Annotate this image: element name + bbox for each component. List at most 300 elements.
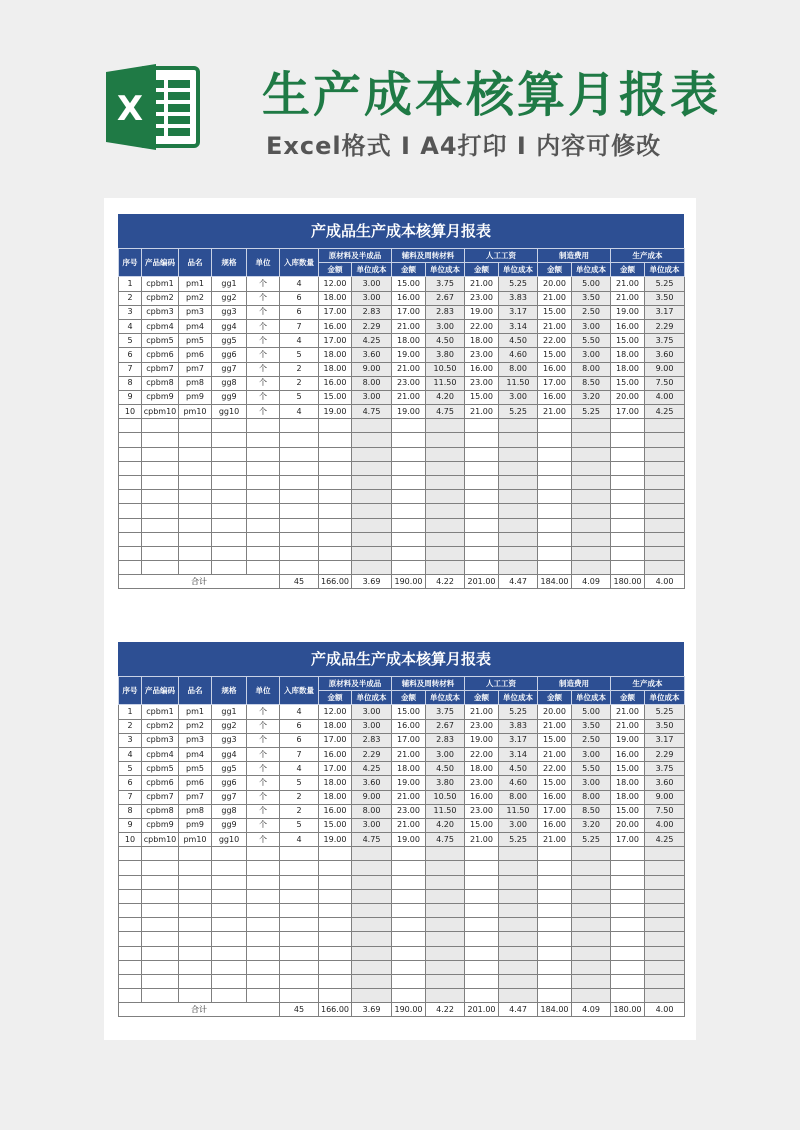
table-cell[interactable]: 23.00 bbox=[465, 804, 499, 818]
table-cell[interactable]: 4 bbox=[280, 334, 319, 348]
table-cell[interactable]: pm4 bbox=[179, 747, 212, 761]
empty-cell[interactable] bbox=[645, 419, 685, 433]
table-cell[interactable]: 4.25 bbox=[645, 405, 685, 419]
empty-cell[interactable] bbox=[392, 932, 426, 946]
table-cell[interactable]: 5 bbox=[280, 390, 319, 404]
empty-cell[interactable] bbox=[645, 904, 685, 918]
empty-cell[interactable] bbox=[212, 518, 247, 532]
empty-cell[interactable] bbox=[572, 561, 611, 575]
empty-cell[interactable] bbox=[142, 490, 179, 504]
empty-cell[interactable] bbox=[247, 433, 280, 447]
empty-cell[interactable] bbox=[280, 490, 319, 504]
table-cell[interactable]: 6 bbox=[280, 291, 319, 305]
empty-cell[interactable] bbox=[352, 476, 392, 490]
empty-cell[interactable] bbox=[119, 974, 142, 988]
table-cell[interactable]: cpbm2 bbox=[142, 291, 179, 305]
empty-cell[interactable] bbox=[392, 490, 426, 504]
table-cell[interactable]: cpbm3 bbox=[142, 733, 179, 747]
table-cell[interactable]: 2.67 bbox=[426, 291, 465, 305]
empty-cell[interactable] bbox=[119, 419, 142, 433]
empty-cell[interactable] bbox=[212, 847, 247, 861]
empty-cell[interactable] bbox=[280, 875, 319, 889]
table-cell[interactable]: 3.75 bbox=[426, 277, 465, 291]
table-cell[interactable]: gg9 bbox=[212, 818, 247, 832]
table-cell[interactable]: 个 bbox=[247, 762, 280, 776]
empty-cell[interactable] bbox=[319, 490, 352, 504]
table-cell[interactable]: 个 bbox=[247, 348, 280, 362]
empty-cell[interactable] bbox=[119, 504, 142, 518]
table-cell[interactable]: 9 bbox=[119, 818, 142, 832]
table-cell[interactable]: 23.00 bbox=[392, 376, 426, 390]
empty-cell[interactable] bbox=[212, 447, 247, 461]
empty-cell[interactable] bbox=[645, 875, 685, 889]
table-cell[interactable]: 7 bbox=[280, 747, 319, 761]
empty-cell[interactable] bbox=[645, 476, 685, 490]
empty-cell[interactable] bbox=[392, 561, 426, 575]
empty-cell[interactable] bbox=[280, 960, 319, 974]
empty-cell[interactable] bbox=[538, 960, 572, 974]
empty-cell[interactable] bbox=[465, 946, 499, 960]
empty-cell[interactable] bbox=[179, 546, 212, 560]
empty-cell[interactable] bbox=[426, 904, 465, 918]
table-cell[interactable]: 16.00 bbox=[538, 362, 572, 376]
empty-cell[interactable] bbox=[611, 419, 645, 433]
table-cell[interactable]: 4 bbox=[280, 405, 319, 419]
table-cell[interactable]: 3.75 bbox=[426, 705, 465, 719]
empty-cell[interactable] bbox=[247, 875, 280, 889]
table-cell[interactable]: 15.00 bbox=[538, 348, 572, 362]
empty-cell[interactable] bbox=[465, 561, 499, 575]
table-cell[interactable]: 3.83 bbox=[499, 291, 538, 305]
empty-cell[interactable] bbox=[572, 433, 611, 447]
empty-cell[interactable] bbox=[611, 904, 645, 918]
table-cell[interactable]: 3.00 bbox=[572, 319, 611, 333]
table-cell[interactable]: cpbm8 bbox=[142, 376, 179, 390]
empty-cell[interactable] bbox=[280, 461, 319, 475]
empty-cell[interactable] bbox=[212, 561, 247, 575]
table-cell[interactable]: 4 bbox=[280, 833, 319, 847]
empty-cell[interactable] bbox=[538, 561, 572, 575]
table-cell[interactable]: pm3 bbox=[179, 733, 212, 747]
empty-cell[interactable] bbox=[611, 918, 645, 932]
empty-cell[interactable] bbox=[352, 561, 392, 575]
table-cell[interactable]: 23.00 bbox=[392, 804, 426, 818]
empty-cell[interactable] bbox=[212, 532, 247, 546]
table-cell[interactable]: 23.00 bbox=[465, 376, 499, 390]
empty-cell[interactable] bbox=[280, 447, 319, 461]
empty-cell[interactable] bbox=[499, 532, 538, 546]
table-cell[interactable]: cpbm10 bbox=[142, 405, 179, 419]
empty-cell[interactable] bbox=[538, 946, 572, 960]
empty-cell[interactable] bbox=[465, 918, 499, 932]
empty-cell[interactable] bbox=[319, 447, 352, 461]
table-cell[interactable]: 5.25 bbox=[572, 833, 611, 847]
table-cell[interactable]: 3.00 bbox=[499, 390, 538, 404]
empty-cell[interactable] bbox=[212, 861, 247, 875]
empty-cell[interactable] bbox=[645, 504, 685, 518]
table-cell[interactable]: 9.00 bbox=[352, 362, 392, 376]
table-cell[interactable]: 个 bbox=[247, 376, 280, 390]
table-cell[interactable]: cpbm7 bbox=[142, 362, 179, 376]
empty-cell[interactable] bbox=[611, 447, 645, 461]
empty-cell[interactable] bbox=[352, 861, 392, 875]
table-cell[interactable]: 个 bbox=[247, 362, 280, 376]
empty-cell[interactable] bbox=[392, 433, 426, 447]
table-cell[interactable]: 21.00 bbox=[611, 719, 645, 733]
table-cell[interactable]: pm7 bbox=[179, 790, 212, 804]
empty-cell[interactable] bbox=[611, 532, 645, 546]
table-cell[interactable]: 18.00 bbox=[611, 348, 645, 362]
table-cell[interactable]: 3 bbox=[119, 305, 142, 319]
table-cell[interactable]: pm2 bbox=[179, 291, 212, 305]
table-cell[interactable]: 3.50 bbox=[645, 719, 685, 733]
empty-cell[interactable] bbox=[179, 433, 212, 447]
empty-cell[interactable] bbox=[426, 875, 465, 889]
empty-cell[interactable] bbox=[119, 461, 142, 475]
table-cell[interactable]: 8.00 bbox=[572, 790, 611, 804]
table-cell[interactable]: 16.00 bbox=[538, 790, 572, 804]
table-cell[interactable]: 21.00 bbox=[465, 277, 499, 291]
empty-cell[interactable] bbox=[392, 461, 426, 475]
empty-cell[interactable] bbox=[319, 889, 352, 903]
empty-cell[interactable] bbox=[426, 960, 465, 974]
table-cell[interactable]: pm10 bbox=[179, 405, 212, 419]
table-cell[interactable]: gg10 bbox=[212, 833, 247, 847]
table-cell[interactable]: 17.00 bbox=[319, 305, 352, 319]
empty-cell[interactable] bbox=[119, 518, 142, 532]
table-cell[interactable]: 21.00 bbox=[392, 319, 426, 333]
empty-cell[interactable] bbox=[611, 960, 645, 974]
empty-cell[interactable] bbox=[426, 433, 465, 447]
table-cell[interactable]: 9.00 bbox=[352, 790, 392, 804]
table-cell[interactable]: 16.00 bbox=[392, 719, 426, 733]
empty-cell[interactable] bbox=[212, 889, 247, 903]
table-cell[interactable]: 15.00 bbox=[319, 818, 352, 832]
empty-cell[interactable] bbox=[247, 419, 280, 433]
table-cell[interactable]: pm5 bbox=[179, 334, 212, 348]
empty-cell[interactable] bbox=[142, 861, 179, 875]
empty-cell[interactable] bbox=[499, 904, 538, 918]
empty-cell[interactable] bbox=[142, 974, 179, 988]
table-cell[interactable]: 17.00 bbox=[392, 733, 426, 747]
empty-cell[interactable] bbox=[465, 875, 499, 889]
table-cell[interactable]: cpbm6 bbox=[142, 348, 179, 362]
empty-cell[interactable] bbox=[119, 476, 142, 490]
empty-cell[interactable] bbox=[319, 433, 352, 447]
table-cell[interactable]: 19.00 bbox=[392, 776, 426, 790]
empty-cell[interactable] bbox=[119, 861, 142, 875]
empty-cell[interactable] bbox=[465, 932, 499, 946]
table-cell[interactable]: 3.75 bbox=[645, 762, 685, 776]
table-cell[interactable]: gg1 bbox=[212, 277, 247, 291]
empty-cell[interactable] bbox=[280, 989, 319, 1003]
table-cell[interactable]: 8.00 bbox=[499, 790, 538, 804]
table-cell[interactable]: cpbm10 bbox=[142, 833, 179, 847]
table-cell[interactable]: 4.00 bbox=[645, 818, 685, 832]
table-cell[interactable]: 21.00 bbox=[392, 818, 426, 832]
table-cell[interactable]: 9 bbox=[119, 390, 142, 404]
empty-cell[interactable] bbox=[426, 918, 465, 932]
table-cell[interactable]: 21.00 bbox=[465, 833, 499, 847]
empty-cell[interactable] bbox=[142, 532, 179, 546]
table-cell[interactable]: 18.00 bbox=[319, 291, 352, 305]
table-cell[interactable]: 2.29 bbox=[645, 319, 685, 333]
empty-cell[interactable] bbox=[538, 546, 572, 560]
empty-cell[interactable] bbox=[247, 461, 280, 475]
empty-cell[interactable] bbox=[142, 433, 179, 447]
table-cell[interactable]: gg9 bbox=[212, 390, 247, 404]
table-cell[interactable]: 20.00 bbox=[611, 390, 645, 404]
table-cell[interactable]: 20.00 bbox=[538, 277, 572, 291]
table-cell[interactable]: 12.00 bbox=[319, 277, 352, 291]
table-cell[interactable]: 个 bbox=[247, 334, 280, 348]
empty-cell[interactable] bbox=[538, 461, 572, 475]
empty-cell[interactable] bbox=[611, 875, 645, 889]
empty-cell[interactable] bbox=[319, 932, 352, 946]
table-cell[interactable]: 21.00 bbox=[465, 705, 499, 719]
table-cell[interactable]: 7 bbox=[280, 319, 319, 333]
table-cell[interactable]: 6 bbox=[280, 305, 319, 319]
empty-cell[interactable] bbox=[465, 960, 499, 974]
empty-cell[interactable] bbox=[212, 960, 247, 974]
table-cell[interactable]: 4.50 bbox=[499, 334, 538, 348]
table-cell[interactable]: 8 bbox=[119, 804, 142, 818]
table-cell[interactable]: 2 bbox=[280, 790, 319, 804]
table-cell[interactable]: 7 bbox=[119, 790, 142, 804]
empty-cell[interactable] bbox=[142, 904, 179, 918]
table-cell[interactable]: 17.00 bbox=[319, 733, 352, 747]
empty-cell[interactable] bbox=[572, 861, 611, 875]
empty-cell[interactable] bbox=[179, 561, 212, 575]
table-cell[interactable]: 10.50 bbox=[426, 362, 465, 376]
table-cell[interactable]: 15.00 bbox=[538, 305, 572, 319]
table-cell[interactable]: pm1 bbox=[179, 277, 212, 291]
empty-cell[interactable] bbox=[572, 847, 611, 861]
table-cell[interactable]: gg8 bbox=[212, 376, 247, 390]
empty-cell[interactable] bbox=[142, 561, 179, 575]
table-cell[interactable]: 个 bbox=[247, 719, 280, 733]
table-cell[interactable]: 20.00 bbox=[538, 705, 572, 719]
table-cell[interactable]: pm5 bbox=[179, 762, 212, 776]
empty-cell[interactable] bbox=[119, 889, 142, 903]
table-cell[interactable]: cpbm9 bbox=[142, 390, 179, 404]
table-cell[interactable]: 个 bbox=[247, 319, 280, 333]
empty-cell[interactable] bbox=[142, 918, 179, 932]
empty-cell[interactable] bbox=[142, 461, 179, 475]
table-cell[interactable]: 2.67 bbox=[426, 719, 465, 733]
empty-cell[interactable] bbox=[280, 904, 319, 918]
empty-cell[interactable] bbox=[499, 861, 538, 875]
empty-cell[interactable] bbox=[645, 960, 685, 974]
empty-cell[interactable] bbox=[572, 904, 611, 918]
table-cell[interactable]: pm7 bbox=[179, 362, 212, 376]
empty-cell[interactable] bbox=[179, 419, 212, 433]
table-cell[interactable]: 3.00 bbox=[572, 747, 611, 761]
table-cell[interactable]: 21.00 bbox=[538, 405, 572, 419]
empty-cell[interactable] bbox=[280, 561, 319, 575]
empty-cell[interactable] bbox=[499, 918, 538, 932]
empty-cell[interactable] bbox=[645, 974, 685, 988]
table-cell[interactable]: 11.50 bbox=[426, 376, 465, 390]
empty-cell[interactable] bbox=[179, 461, 212, 475]
table-cell[interactable]: 18.00 bbox=[465, 762, 499, 776]
empty-cell[interactable] bbox=[392, 447, 426, 461]
empty-cell[interactable] bbox=[247, 847, 280, 861]
empty-cell[interactable] bbox=[538, 518, 572, 532]
table-cell[interactable]: 个 bbox=[247, 390, 280, 404]
empty-cell[interactable] bbox=[212, 546, 247, 560]
empty-cell[interactable] bbox=[392, 847, 426, 861]
empty-cell[interactable] bbox=[212, 946, 247, 960]
empty-cell[interactable] bbox=[572, 889, 611, 903]
empty-cell[interactable] bbox=[280, 518, 319, 532]
table-cell[interactable]: pm9 bbox=[179, 390, 212, 404]
table-cell[interactable]: 3.14 bbox=[499, 319, 538, 333]
table-cell[interactable]: 8 bbox=[119, 376, 142, 390]
table-cell[interactable]: 19.00 bbox=[319, 833, 352, 847]
empty-cell[interactable] bbox=[179, 518, 212, 532]
empty-cell[interactable] bbox=[392, 861, 426, 875]
empty-cell[interactable] bbox=[319, 532, 352, 546]
table-cell[interactable]: 5.25 bbox=[645, 277, 685, 291]
empty-cell[interactable] bbox=[572, 447, 611, 461]
table-cell[interactable]: 18.00 bbox=[319, 362, 352, 376]
empty-cell[interactable] bbox=[142, 889, 179, 903]
empty-cell[interactable] bbox=[142, 946, 179, 960]
table-cell[interactable]: 个 bbox=[247, 776, 280, 790]
table-cell[interactable]: 5.50 bbox=[572, 762, 611, 776]
table-cell[interactable]: 5.25 bbox=[572, 405, 611, 419]
table-cell[interactable]: 17.00 bbox=[538, 376, 572, 390]
table-cell[interactable]: gg1 bbox=[212, 705, 247, 719]
empty-cell[interactable] bbox=[352, 504, 392, 518]
table-cell[interactable]: gg5 bbox=[212, 334, 247, 348]
table-cell[interactable]: cpbm6 bbox=[142, 776, 179, 790]
empty-cell[interactable] bbox=[247, 861, 280, 875]
empty-cell[interactable] bbox=[319, 861, 352, 875]
empty-cell[interactable] bbox=[392, 476, 426, 490]
empty-cell[interactable] bbox=[352, 889, 392, 903]
empty-cell[interactable] bbox=[319, 504, 352, 518]
table-cell[interactable]: 4.00 bbox=[645, 390, 685, 404]
table-cell[interactable]: gg7 bbox=[212, 362, 247, 376]
empty-cell[interactable] bbox=[142, 989, 179, 1003]
empty-cell[interactable] bbox=[499, 889, 538, 903]
empty-cell[interactable] bbox=[645, 532, 685, 546]
table-cell[interactable]: 15.00 bbox=[611, 804, 645, 818]
table-cell[interactable]: 5 bbox=[280, 776, 319, 790]
empty-cell[interactable] bbox=[352, 447, 392, 461]
table-cell[interactable]: 2.29 bbox=[352, 319, 392, 333]
empty-cell[interactable] bbox=[352, 875, 392, 889]
empty-cell[interactable] bbox=[538, 918, 572, 932]
empty-cell[interactable] bbox=[119, 532, 142, 546]
empty-cell[interactable] bbox=[499, 447, 538, 461]
empty-cell[interactable] bbox=[572, 546, 611, 560]
table-cell[interactable]: cpbm1 bbox=[142, 705, 179, 719]
empty-cell[interactable] bbox=[611, 461, 645, 475]
table-cell[interactable]: 个 bbox=[247, 277, 280, 291]
empty-cell[interactable] bbox=[142, 447, 179, 461]
table-cell[interactable]: cpbm8 bbox=[142, 804, 179, 818]
empty-cell[interactable] bbox=[212, 433, 247, 447]
empty-cell[interactable] bbox=[499, 433, 538, 447]
empty-cell[interactable] bbox=[247, 447, 280, 461]
empty-cell[interactable] bbox=[247, 974, 280, 988]
empty-cell[interactable] bbox=[499, 989, 538, 1003]
table-cell[interactable]: 3.20 bbox=[572, 390, 611, 404]
empty-cell[interactable] bbox=[212, 490, 247, 504]
table-cell[interactable]: 5.00 bbox=[572, 705, 611, 719]
table-cell[interactable]: 4.25 bbox=[352, 334, 392, 348]
empty-cell[interactable] bbox=[611, 518, 645, 532]
empty-cell[interactable] bbox=[611, 932, 645, 946]
empty-cell[interactable] bbox=[319, 419, 352, 433]
empty-cell[interactable] bbox=[499, 946, 538, 960]
table-cell[interactable]: 17.00 bbox=[611, 405, 645, 419]
empty-cell[interactable] bbox=[179, 918, 212, 932]
empty-cell[interactable] bbox=[179, 974, 212, 988]
empty-cell[interactable] bbox=[142, 932, 179, 946]
table-cell[interactable]: 5 bbox=[119, 334, 142, 348]
table-cell[interactable]: 21.00 bbox=[538, 747, 572, 761]
empty-cell[interactable] bbox=[645, 932, 685, 946]
empty-cell[interactable] bbox=[247, 518, 280, 532]
table-cell[interactable]: 23.00 bbox=[465, 291, 499, 305]
table-cell[interactable]: pm4 bbox=[179, 319, 212, 333]
empty-cell[interactable] bbox=[142, 546, 179, 560]
empty-cell[interactable] bbox=[538, 847, 572, 861]
empty-cell[interactable] bbox=[611, 561, 645, 575]
table-cell[interactable]: 3.50 bbox=[572, 291, 611, 305]
table-cell[interactable]: 4 bbox=[119, 319, 142, 333]
empty-cell[interactable] bbox=[645, 989, 685, 1003]
table-cell[interactable]: 4 bbox=[280, 705, 319, 719]
table-cell[interactable]: 10.50 bbox=[426, 790, 465, 804]
table-cell[interactable]: pm6 bbox=[179, 348, 212, 362]
empty-cell[interactable] bbox=[426, 861, 465, 875]
table-cell[interactable]: 个 bbox=[247, 747, 280, 761]
table-cell[interactable]: 18.00 bbox=[319, 790, 352, 804]
empty-cell[interactable] bbox=[119, 433, 142, 447]
empty-cell[interactable] bbox=[319, 904, 352, 918]
empty-cell[interactable] bbox=[119, 989, 142, 1003]
table-cell[interactable]: 16.00 bbox=[611, 747, 645, 761]
empty-cell[interactable] bbox=[212, 875, 247, 889]
table-cell[interactable]: 3.00 bbox=[426, 747, 465, 761]
table-cell[interactable]: 个 bbox=[247, 818, 280, 832]
table-cell[interactable]: 19.00 bbox=[465, 305, 499, 319]
table-cell[interactable]: 个 bbox=[247, 790, 280, 804]
empty-cell[interactable] bbox=[352, 960, 392, 974]
table-cell[interactable]: 21.00 bbox=[611, 291, 645, 305]
table-cell[interactable]: 个 bbox=[247, 305, 280, 319]
empty-cell[interactable] bbox=[179, 946, 212, 960]
empty-cell[interactable] bbox=[611, 989, 645, 1003]
empty-cell[interactable] bbox=[426, 518, 465, 532]
table-cell[interactable]: 2 bbox=[119, 719, 142, 733]
table-cell[interactable]: 18.00 bbox=[611, 776, 645, 790]
table-cell[interactable]: 7.50 bbox=[645, 376, 685, 390]
empty-cell[interactable] bbox=[119, 546, 142, 560]
empty-cell[interactable] bbox=[538, 875, 572, 889]
empty-cell[interactable] bbox=[538, 476, 572, 490]
table-cell[interactable]: cpbm9 bbox=[142, 818, 179, 832]
empty-cell[interactable] bbox=[465, 847, 499, 861]
empty-cell[interactable] bbox=[212, 419, 247, 433]
empty-cell[interactable] bbox=[611, 946, 645, 960]
empty-cell[interactable] bbox=[142, 875, 179, 889]
